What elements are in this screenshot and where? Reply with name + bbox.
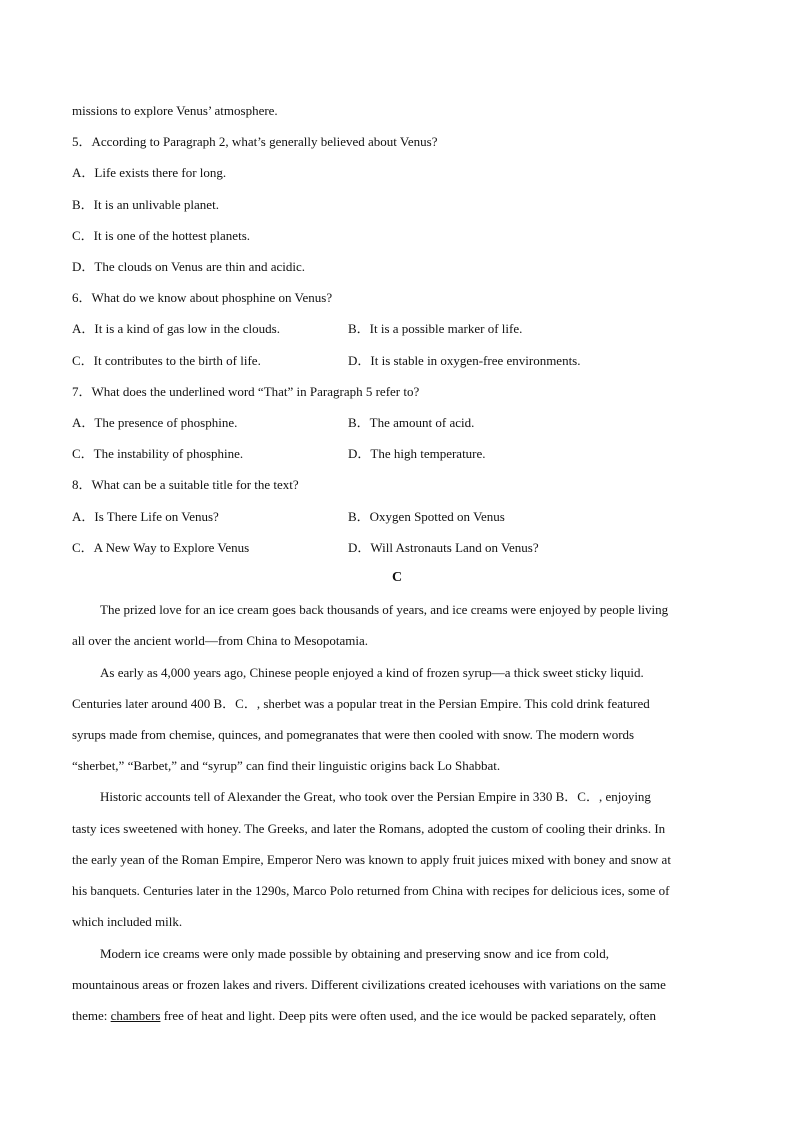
passage-b-last-line: missions to explore Venus’ atmosphere. bbox=[72, 103, 278, 118]
paragraph-4-line-3 bbox=[72, 1008, 656, 1024]
question-7-option-b: B．The amount of acid. bbox=[348, 415, 475, 430]
question-5-stem: 5．According to Paragraph 2, what’s generally believed about Venus? bbox=[72, 134, 438, 149]
paragraph-2-line-4: “sherbet,” “Barbet,” and “syrup” can find their linguistic origins back Lo Shabbat. bbox=[72, 758, 501, 773]
paragraph-1-line-2: all over the ancient world—from China to Mesopotamia. bbox=[72, 633, 369, 648]
paragraph-2-line-2: Centuries later around 400 B．C．, sherbet was a popular treat in the Persian Empire. This cold drink featured bbox=[72, 696, 650, 711]
question-8-option-a: A．Is There Life on Venus? bbox=[72, 509, 219, 524]
underlined-word-chambers: chambers bbox=[110, 1008, 161, 1023]
question-8-stem: 8．What can be a suitable title for the text? bbox=[72, 477, 299, 492]
question-7-stem: 7．What does the underlined word “That” in Paragraph 5 refer to? bbox=[72, 384, 420, 399]
paragraph-4-line-3-suffix: free of heat and light. Deep pits were often used, and the ice would be packed separately, often bbox=[160, 1008, 656, 1023]
paragraph-3-line-5: which included milk. bbox=[72, 914, 183, 929]
question-6-option-a: A．It is a kind of gas low in the clouds. bbox=[72, 321, 280, 336]
question-5-option-b: B．It is an unlivable planet. bbox=[72, 197, 219, 212]
question-5-option-a: A．Life exists there for long. bbox=[72, 165, 227, 180]
question-8-option-c: C．A New Way to Explore Venus bbox=[72, 540, 250, 555]
paragraph-4-line-2: mountainous areas or frozen lakes and rivers. Different civilizations created icehouses with variations on the same bbox=[72, 977, 666, 992]
question-8-option-b: B．Oxygen Spotted on Venus bbox=[348, 509, 505, 524]
section-heading-c: C bbox=[391, 570, 403, 585]
paragraph-4-line-1: Modern ice creams were only made possible by obtaining and preserving snow and ice from cold, bbox=[100, 946, 610, 961]
question-5-option-d: D．The clouds on Venus are thin and acidic. bbox=[72, 259, 305, 274]
question-7-option-a: A．The presence of phosphine. bbox=[72, 415, 238, 430]
question-6-option-d: D．It is stable in oxygen-free environments. bbox=[348, 353, 581, 368]
question-6-option-c: C．It contributes to the birth of life. bbox=[72, 353, 261, 368]
paragraph-4-line-3-prefix: theme: bbox=[72, 1008, 111, 1023]
paragraph-2-line-1: As early as 4,000 years ago, Chinese people enjoyed a kind of frozen syrup—a thick sweet sticky liquid. bbox=[100, 665, 644, 680]
paragraph-1-line-1: The prized love for an ice cream goes back thousands of years, and ice creams were enjoyed by people living bbox=[100, 602, 669, 617]
paragraph-3-line-1: Historic accounts tell of Alexander the Great, who took over the Persian Empire in 330 B．C．, enjoying bbox=[100, 789, 651, 804]
question-7-option-d: D．The high temperature. bbox=[348, 446, 486, 461]
paragraph-3-line-2: tasty ices sweetened with honey. The Greeks, and later the Romans, adopted the custom of cooling their drinks. In bbox=[72, 821, 666, 836]
question-8-option-d: D．Will Astronauts Land on Venus? bbox=[348, 540, 539, 555]
question-7-option-c: C．The instability of phosphine. bbox=[72, 446, 244, 461]
question-5-option-c: C．It is one of the hottest planets. bbox=[72, 228, 251, 243]
question-6-option-b: B．It is a possible marker of life. bbox=[348, 321, 523, 336]
paragraph-2-line-3: syrups made from chemise, quinces, and pomegranates that were then cooled with snow. The modern words bbox=[72, 727, 635, 742]
paragraph-3-line-3: the early yean of the Roman Empire, Emperor Nero was known to apply fruit juices mixed with boney and snow at bbox=[72, 852, 671, 867]
question-6-stem: 6．What do we know about phosphine on Venus? bbox=[72, 290, 333, 305]
paragraph-3-line-4: his banquets. Centuries later in the 1290s, Marco Polo returned from China with recipes for delicious ices, some of bbox=[72, 883, 670, 898]
